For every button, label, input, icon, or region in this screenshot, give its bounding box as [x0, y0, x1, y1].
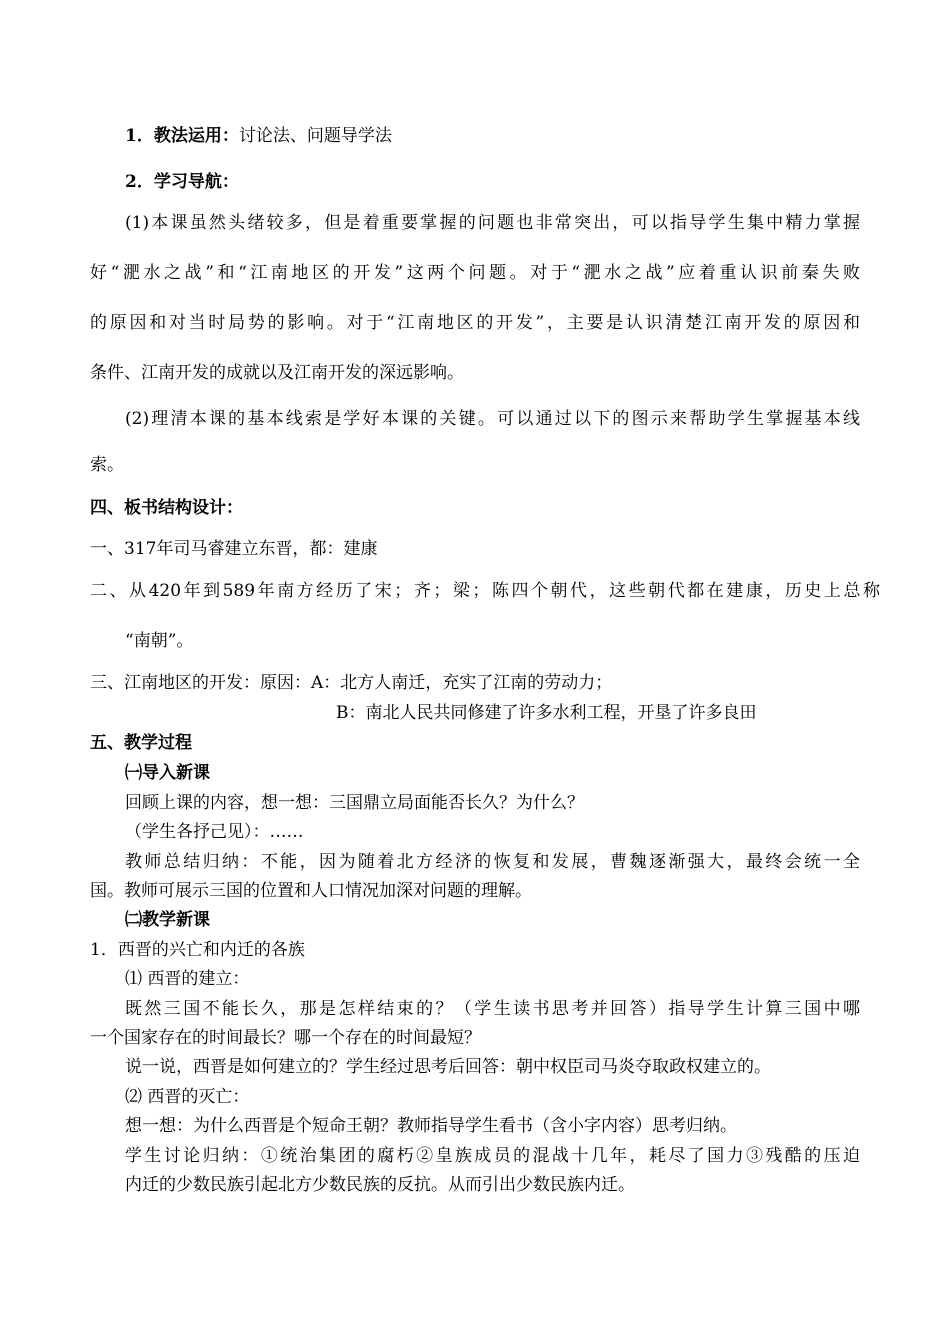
intro-line-1: 回顾上课的内容，想一想：三国鼎立局面能否长久？为什么？	[125, 793, 584, 813]
teaching-method-label: 1．教法运用：	[125, 126, 239, 146]
board-item-1: 一、317年司马睿建立东晋，都：建康	[90, 539, 378, 559]
new-lesson-topic: 1．西晋的兴亡和内迁的各族	[90, 940, 305, 960]
intro-heading: ㈠导入新课	[125, 763, 210, 783]
teaching-method-line	[125, 125, 392, 147]
study-guide-heading: 2．学习导航：	[125, 172, 239, 192]
new-lesson-line-3: 一个国家存在的时间最长？哪一个存在的时间最短？	[90, 1028, 481, 1048]
board-item-3: 三、江南地区的开发：原因：A：北方人南迁，充实了江南的劳动力；	[90, 673, 613, 693]
new-lesson-line-1: ⑴ 西晋的建立：	[125, 969, 250, 989]
guide-paragraph-2-line-2: 索。	[90, 455, 124, 475]
guide-paragraph-1-line-1: (1)本课虽然头绪较多，但是着重要掌握的问题也非常突出，可以指导学生集中精力掌握	[125, 213, 860, 233]
intro-line-2: （学生各抒己见）：……	[125, 822, 304, 842]
new-lesson-heading: ㈡教学新课	[125, 910, 210, 930]
guide-paragraph-1-line-4: 条件、江南开发的成就以及江南开发的深远影响。	[90, 363, 464, 383]
board-item-3-reason-b: B：南北人民共同修建了许多水利工程，开垦了许多良田	[336, 703, 757, 723]
guide-paragraph-1-line-3: 的原因和对当时局势的影响。对于“江南地区的开发”，主要是认识清楚江南开发的原因和	[90, 313, 860, 333]
teaching-method-text: 讨论法、问题导学法	[238, 126, 392, 146]
new-lesson-line-5: ⑵ 西晋的灭亡：	[125, 1087, 250, 1107]
new-lesson-line-4: 说一说，西晋是如何建立的？学生经过思考后回答：朝中权臣司马炎夺取政权建立的。	[125, 1057, 771, 1077]
new-lesson-line-8: 内迁的少数民族引起北方少数民族的反抗。从而引出少数民族内迁。	[125, 1175, 635, 1195]
new-lesson-line-2: 既然三国不能长久，那是怎样结束的？（学生读书思考并回答）指导学生计算三国中哪	[125, 999, 860, 1019]
intro-line-3: 教师总结归纳：不能，因为随着北方经济的恢复和发展，曹魏逐渐强大，最终会统一全	[125, 852, 860, 872]
intro-line-4: 国。教师可展示三国的位置和人口情况加深对问题的理解。	[90, 881, 532, 901]
board-item-2-continued: “南朝”。	[125, 631, 194, 651]
board-item-2: 二、从420年到589年南方经历了宋；齐；梁；陈四个朝代，这些朝代都在建康，历史上总称	[90, 581, 880, 601]
section-5-heading: 五、教学过程	[90, 733, 192, 753]
new-lesson-line-7: 学生讨论归纳：①统治集团的腐朽②皇族成员的混战十几年，耗尽了国力③残酷的压迫	[125, 1146, 860, 1166]
new-lesson-line-6: 想一想：为什么西晋是个短命王朝？教师指导学生看书（含小字内容）思考归纳。	[125, 1116, 737, 1136]
section-4-heading: 四、板书结构设计：	[90, 498, 243, 518]
guide-paragraph-1-line-2: 好“淝水之战”和“江南地区的开发”这两个问题。对于“淝水之战”应着重认识前秦失败	[90, 263, 860, 283]
guide-paragraph-2-line-1: (2)理清本课的基本线索是学好本课的关键。可以通过以下的图示来帮助学生掌握基本线	[125, 409, 860, 429]
